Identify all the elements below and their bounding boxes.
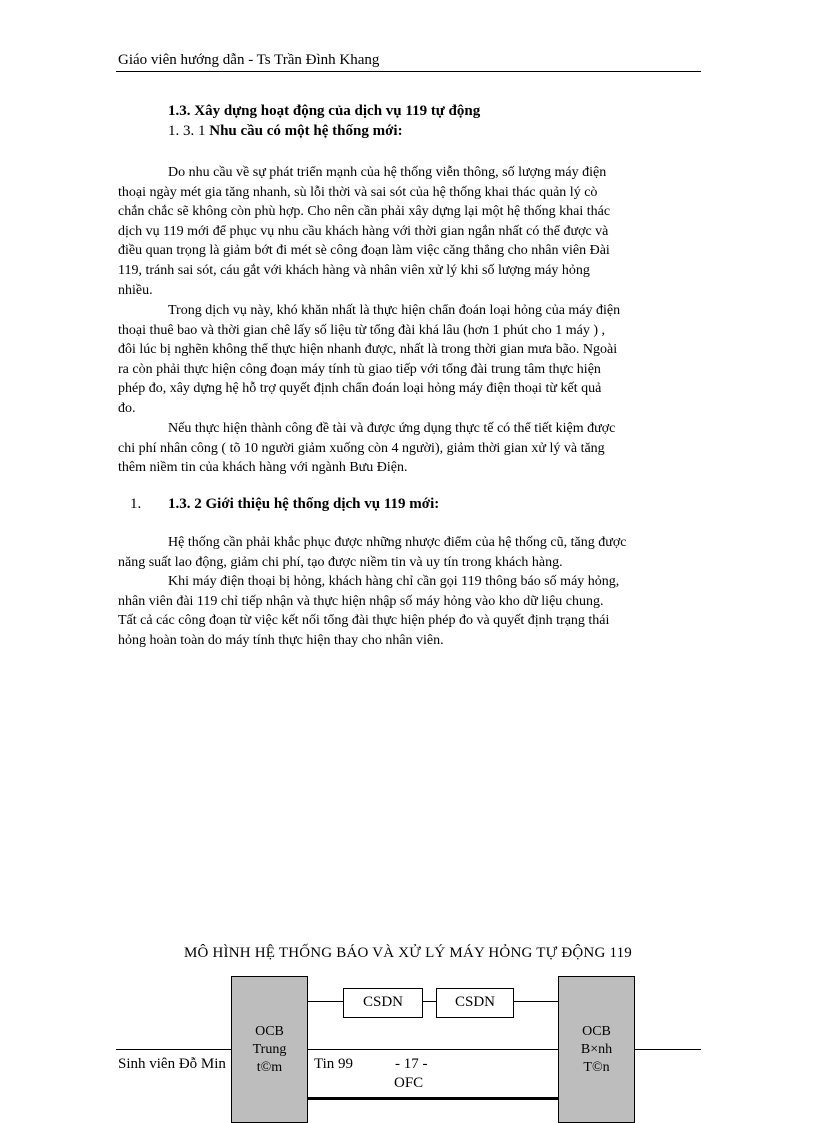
paragraph-1 [118,163,692,300]
connector-line [307,1001,343,1002]
paragraph-line: Tất cả các công đoạn từ việc kết nối tổng đài thực hiện phép đo và quyết định trạng thái [118,613,610,629]
subsection-heading [168,123,403,140]
paragraph-line: ra còn phải thực hiện công đoạn máy tính tù giao tiếp với tổng đài trung tâm thực hiện [118,361,601,377]
footer-student: Sinh viên Đỗ Min [118,1056,226,1072]
ofc-link-line [307,1097,558,1100]
diagram-title: MÔ HÌNH HỆ THỐNG BÁO VÀ XỬ LÝ MÁY HỎNG TỰ ĐỘNG 119 [184,945,632,961]
ofc-label: OFC [394,1075,424,1091]
csdn-box-1: CSDN [343,988,423,1018]
box-line: OCB [255,1024,284,1039]
box-line: B×nh [580,1042,613,1057]
paragraph-line: dịch vụ 119 mới để phục vụ nhu cầu khách hàng với thời gian ngắn nhất có thể được và [118,223,609,239]
paragraph-line: Trong dịch vụ này, khó khăn nhất là thực hiện chẩn đoán loại hỏng của máy điện [168,303,621,318]
footer-page-number: - 17 - [395,1056,428,1072]
box-line: t©m [256,1060,283,1075]
paragraph-line: Do nhu cầu về sự phát triển mạnh của hệ thống viễn thông, số lượng máy điện [168,165,607,180]
paragraph-line: đo. [118,400,136,416]
paragraph-3 [118,419,692,478]
paragraph-line: đôi lúc bị nghẽn không thể thực hiện nhanh được, nhất là trong thời gian mưa bão. Ngoài [118,342,618,358]
paragraph-line: 119, tránh sai sót, cáu gắt với khách hàng và nhân viên xử lý khi số lượng máy hỏng [118,262,590,278]
box-line: OCB [582,1024,611,1039]
paragraph-line: điều quan trọng là giảm bớt đi mét sè công đoạn làm việc căng thẳng cho nhân viên Đài [118,243,610,259]
box-line: T©n [583,1060,610,1075]
connector-line [513,1001,558,1002]
paragraph-line: nhân viên đài 119 chỉ tiếp nhận và thực hiện nhập số máy hỏng vào kho dữ liệu chung. [118,593,604,609]
box-line: Trung [252,1042,287,1057]
paragraph-4 [118,533,692,572]
subsection-title: Nhu cầu có một hệ thống mới: [209,123,403,139]
paragraph-line: phép đo, xây dựng hệ hỗ trợ quyết định chẩn đoán loại hỏng máy điện thoại từ kết quả [118,381,602,397]
footer-class: Tin 99 [314,1056,354,1072]
header-divider [116,71,701,72]
paragraph-line: thoại thuê bao và thời gian chê lấy số liệu từ tổng đài khá lâu (hơn 1 phút cho 1 máy ) , [118,322,606,338]
section2-title: 1.3. 2 Giới thiệu hệ thống dịch vụ 119 mới: [168,496,440,512]
section-title: 1.3. Xây dựng hoạt động của dịch vụ 119 tự động [168,103,481,119]
paragraph-5 [118,572,692,650]
paragraph-line: Hệ thống cần phải khắc phục được những nhược điểm của hệ thống cũ, tăng được [168,535,627,550]
paragraph-line: thoại ngày mét gia tăng nhanh, sù lỗi thời và sai sót của hệ thống khai thác quản lý cò [118,184,598,200]
page-header: Giáo viên hướng dẫn - Ts Trần Đình Khang [118,52,380,68]
paragraph-line: năng suất lao động, giảm chi phí, tạo được niềm tin và uy tín trong khách hàng. [118,554,563,570]
ocb-trung-tam-box [231,976,308,1123]
paragraph-2 [118,301,692,419]
paragraph-line: hỏng hoàn toàn do máy tính thực hiện thay cho nhân viên. [118,632,444,648]
paragraph-line: Nếu thực hiện thành công đề tài và được ứng dụng thực tế có thể tiết kiệm được [168,421,616,436]
list-number: 1. [130,496,142,512]
csdn-box-2: CSDN [436,988,514,1018]
paragraph-line: chi phí nhân công ( tõ 10 người giảm xuống còn 4 người), giảm thời gian xử lý và tăng [118,440,605,456]
paragraph-line: nhiều. [118,282,153,298]
subsection-number: 1. 3. 1 [168,123,210,139]
paragraph-line: chắn chắc sẽ không còn phù hợp. Cho nên cần phải xây dựng lại một hệ thống khai thác [118,204,611,220]
connector-line [422,1001,436,1002]
ocb-binh-tan-box [558,976,635,1123]
paragraph-line: Khi máy điện thoại bị hỏng, khách hàng chỉ cần gọi 119 thông báo số máy hỏng, [168,574,620,589]
paragraph-line: thêm niềm tin của khách hàng với ngành Bưu Điện. [118,460,408,476]
